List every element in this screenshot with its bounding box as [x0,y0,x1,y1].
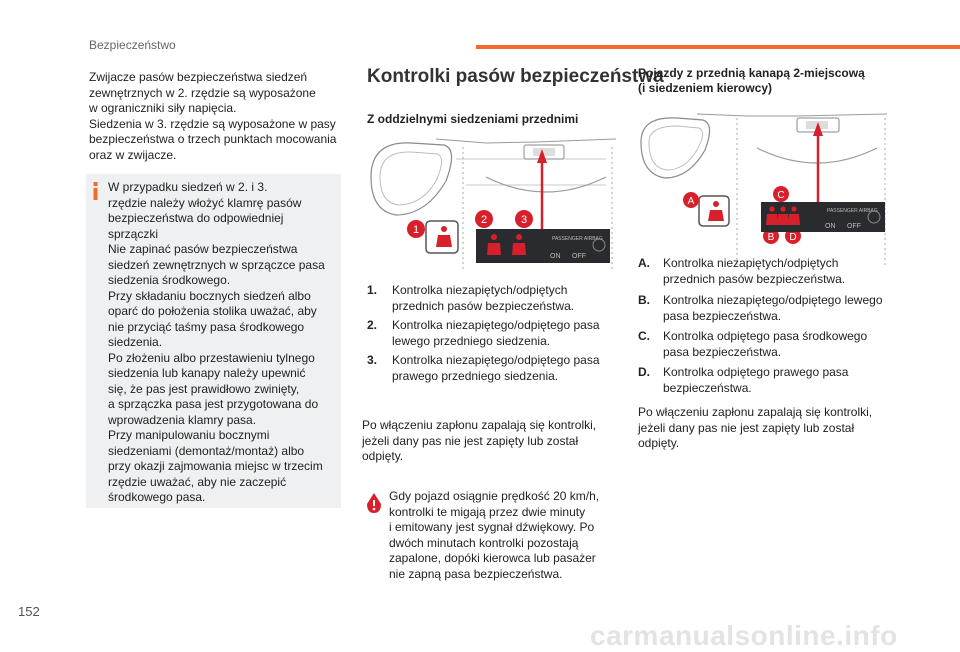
list-item: A. Kontrolka niezapiętych/odpiętych przednich pasów bezpieczeństwa. [638,256,846,286]
marker-b: B [767,232,775,243]
panel-off-2: OFF [847,223,861,230]
marker-a: A [687,196,695,207]
list-item: D. Kontrolka odpiętego prawego pasa bezpieczeństwa. [638,365,849,395]
info-icon [93,182,98,200]
panel-label-1: PASSENGER AIRBAG [552,236,603,242]
panel-on-2: ON [825,223,836,230]
section-accent-bar [476,45,960,49]
warning-icon [366,492,382,514]
ignition-paragraph-bench: Po włączeniu zapłonu zapalają się kontrolki, jeżeli dany pas nie jest zapięty lub został odpięty. [638,405,873,450]
ignition-paragraph: Po włączeniu zapłonu zapalają się kontrolki, jeżeli dany pas nie jest zapięty lub został odpięty. [362,418,597,463]
marker-d: D [789,232,797,243]
marker-3: 3 [520,214,528,226]
section-title: Bezpieczeństwo [89,38,176,52]
subtitle-separate-seats: Z oddzielnymi siedzeniami przednimi [367,112,579,126]
list-item: 3. Kontrolka niezapiętego/odpiętego pasa prawego przedniego siedzenia. [367,353,600,383]
panel-off-1: OFF [572,253,586,260]
list-item: B. Kontrolka niezapiętego/odpiętego lewego pasa bezpieczeństwa. [638,293,883,323]
list-item: C. Kontrolka odpiętego pasa środkowego pasa bezpieczeństwa. [638,329,868,359]
intro-paragraph: Zwijacze pasów bezpieczeństwa siedzeń zewnętrznych w 2. rzędzie są wyposażone w ograniczniki siły napięcia. Siedzenia w 3. rzędzie są wyposażone w pasy bezpieczeństwa o trzech punktach mocowania oraz w zwijacze. [89,70,337,162]
dashboard-illustration-separate-seats [366,137,616,272]
list-item: 2. Kontrolka niezapiętego/odpiętego pasa lewego przedniego siedzenia. [367,318,600,348]
list-item: 1. Kontrolka niezapiętych/odpiętych przednich pasów bezpieczeństwa. [367,283,575,313]
note-text: W przypadku siedzeń w 2. i 3. rzędzie należy włożyć klamrę pasów bezpieczeństwa do odpowiedniej sprzączki Nie zapinać pasów bezpieczeństwa siedzeń zewnętrznych w sprzączce pasa siedzenia środkowego. Przy składaniu bocznych siedzeń albo oparć do położenia stolika uważać, aby nie przyciąć taśmy pasa środkowego siedzenia. Po złożeniu albo przestawieniu tylnego siedzenia lub kanapy należy upewnić się, że pas jest prawidłowo zwinięty, a sprzączka pasa jest przygotowana do wprowadzenia klamry pasa. Przy manipulowaniu bocznymi siedzeniami (demontaż/montaż) albo przy okazji zajmowania miejsc w trzecim rzędzie uważać, aby nie zaczepić środkowego pasa. [108,180,325,504]
panel-label-2: PASSENGER AIRBAG [827,208,878,214]
page-title: Kontrolki pasów bezpieczeństwa [367,66,664,87]
subtitle-bench-seat: Pojazdy z przednią kanapą 2-miejscową (i siedzeniem kierowcy) [638,66,865,95]
watermark: carmanualsonline.info [590,620,898,651]
panel-on-1: ON [550,253,561,260]
marker-2: 2 [480,214,488,226]
warning-text: Gdy pojazd osiągnie prędkość 20 km/h, kontrolki te migają przez dwie minuty i emitowany jest sygnał dźwiękowy. Po dwóch minutach kontrolki pozostają zapalone, dopóki kierowca lub pasażer nie zapną pasa bezpieczeństwa. [389,489,600,581]
marker-1: 1 [412,224,420,236]
dashboard-illustration-bench-seat [637,112,889,267]
page-number: 152 [18,604,40,619]
marker-c: C [777,190,785,201]
